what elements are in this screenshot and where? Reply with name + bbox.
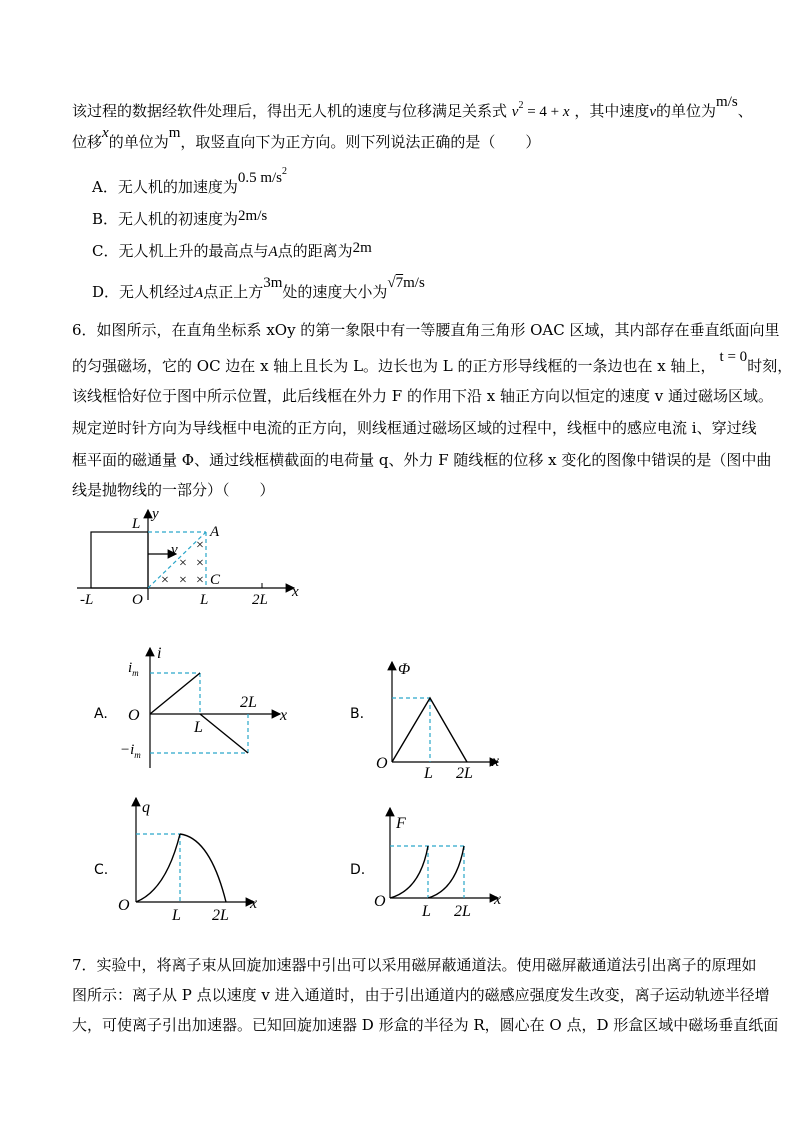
option-text: B．无人机的初速度为 xyxy=(92,210,239,228)
q6-line-4: 规定逆时针方向为导线框中电流的正方向，则线框通过磁场区域的过程中，线框中的感应电流 i、穿过线 xyxy=(72,419,757,437)
option-value: 2m/s xyxy=(238,208,268,224)
label-l: L xyxy=(172,907,181,924)
q7-line-2: 图所示：离子从 P 点以速度 v 进入通道时，由于引出通道内的磁感应强度发生改变，离子运动轨迹半径增 xyxy=(72,986,770,1004)
im-sub: m xyxy=(132,668,139,678)
q5-option-a xyxy=(92,166,288,198)
point-a: A xyxy=(194,285,204,301)
label-f: F xyxy=(396,815,406,832)
option-text: 处的速度大小为 xyxy=(282,283,388,301)
var-x: x xyxy=(102,125,109,141)
q5-option-c xyxy=(92,241,372,262)
label-y: y xyxy=(152,506,159,522)
field-cross: × xyxy=(196,556,204,571)
label-2l: 2L xyxy=(252,592,268,608)
im: i xyxy=(128,660,133,676)
q6-text: 时刻， xyxy=(747,357,793,375)
label-x: x xyxy=(494,891,502,908)
q6-text: 的匀强磁场，它的 OC 边在 x 轴上且长为 L。边长也为 L 的正方形导线框的一条边也在 x 轴上， xyxy=(72,357,716,375)
graph-d xyxy=(374,800,524,940)
q5-option-b xyxy=(92,209,267,230)
q5-line-2 xyxy=(72,125,541,153)
label-o: O xyxy=(118,897,130,914)
field-cross: × xyxy=(179,573,187,588)
option-text: D．无人机经过 xyxy=(92,283,195,301)
q6-line-1: 6．如图所示，在直角坐标系 xOy 的第一象限中有一等腰直角三角形 OAC 区域，其内部存在垂直纸面向里 xyxy=(72,321,780,339)
label-v: v xyxy=(171,542,178,558)
label-q: q xyxy=(142,799,150,816)
option-text: 点正上方 xyxy=(203,283,264,301)
label-x: x xyxy=(250,895,258,912)
label-l: L xyxy=(424,765,433,782)
curve-rise xyxy=(150,673,200,714)
option-value: 0.5 m/s xyxy=(237,170,283,186)
q6-line-6: 线是抛物线的一部分）（ ） xyxy=(72,481,275,499)
option-value: 3m xyxy=(263,275,283,291)
option-text: A．无人机的加速度为 xyxy=(92,178,238,196)
curve-second xyxy=(428,846,464,898)
field-cross: × xyxy=(196,573,204,588)
unit-m: m xyxy=(168,125,181,141)
label-l: L xyxy=(422,903,431,920)
main-figure xyxy=(72,504,332,614)
q7-line-1: 7．实验中，将离子束从回旋加速器中引出可以采用磁屏蔽通道法。使用磁屏蔽通道法引出离子的原理如 xyxy=(72,956,757,974)
t0-label: t = 0 xyxy=(719,349,748,365)
q5-text: 、 xyxy=(737,102,753,120)
neg-im-sub: m xyxy=(134,750,141,760)
label-neg-im xyxy=(120,742,141,760)
label-o: O xyxy=(132,592,143,608)
var-v: v xyxy=(649,104,657,120)
neg-im: −i xyxy=(120,742,135,758)
label-x: x xyxy=(492,753,500,770)
field-cross: × xyxy=(196,538,204,553)
label-x: x xyxy=(280,707,288,724)
label-o: O xyxy=(374,893,386,910)
label-x: x xyxy=(292,584,299,600)
label-l: L xyxy=(194,719,203,736)
q6-line-3: 该线框恰好位于图中所示位置，此后线框在外力 F 的作用下沿 x 轴正方向以恒定的速度 v 通过磁场区域。 xyxy=(72,387,773,405)
q5-text: ，取竖直向下为正方向。则下列说法正确的是（ ） xyxy=(180,133,541,151)
point-a: A xyxy=(268,244,278,260)
label-a: A xyxy=(210,524,220,540)
curve-first xyxy=(390,846,428,898)
q5-text: 的单位为 xyxy=(656,102,717,120)
graph-c-option: C. xyxy=(94,862,109,878)
label-l: L xyxy=(200,592,209,608)
option-exp: 2 xyxy=(282,166,288,177)
label-2l: 2L xyxy=(456,765,473,782)
option-text: 点的距离为 xyxy=(277,242,353,260)
unit-mps: m/s xyxy=(716,94,738,110)
q7-line-3: 大，可使离子引出加速器。已知回旋加速器 D 形盒的半径为 R，圆心在 O 点，D 形盒区域中磁场垂直纸面 xyxy=(72,1016,779,1034)
q6-line-5: 框平面的磁通量 Φ、通过线框横截面的电荷量 q、外力 F 随线框的位移 x 变化的图像中错误的是（图中曲 xyxy=(72,451,772,469)
formula-var-v: v xyxy=(511,104,519,120)
q5-text: 位移 xyxy=(72,133,103,151)
curve-drop xyxy=(200,714,248,753)
label-i: i xyxy=(157,645,162,662)
sqrt-unit: m/s xyxy=(403,275,425,291)
option-value: 2m xyxy=(352,240,372,256)
q5-text: 的单位为 xyxy=(108,133,169,151)
wire-frame xyxy=(91,532,148,588)
graph-d-option: D. xyxy=(350,862,366,878)
formula-var-x: x xyxy=(562,104,570,120)
label-l-top: L xyxy=(132,516,141,532)
label-2l: 2L xyxy=(240,694,257,711)
graph-b-option: B. xyxy=(350,706,365,722)
curve-fall xyxy=(180,834,226,902)
curve-rise xyxy=(136,834,180,902)
q6-line-2 xyxy=(72,349,793,377)
graph-a xyxy=(120,640,320,780)
label-o: O xyxy=(128,707,140,724)
label-2l: 2L xyxy=(454,903,471,920)
formula-exp: 2 xyxy=(518,100,524,111)
q5-text: 该过程的数据经软件处理后，得出无人机的速度与位移满足关系式 xyxy=(72,102,508,120)
field-cross: × xyxy=(161,573,169,588)
field-cross: × xyxy=(179,556,187,571)
sqrt-radicand: 7 xyxy=(395,275,404,291)
label-phi: Φ xyxy=(398,661,411,678)
label-c: C xyxy=(210,572,221,588)
q5-line-1 xyxy=(72,96,753,122)
q5-text: ，其中速度 xyxy=(574,102,650,120)
label-2l: 2L xyxy=(212,907,229,924)
formula-rest: = 4 + xyxy=(523,104,563,120)
graph-b xyxy=(370,650,520,790)
label-o: O xyxy=(376,755,388,772)
graph-a-option: A. xyxy=(94,706,108,722)
sqrt-expression: √7m/s xyxy=(387,275,425,291)
label-im xyxy=(128,660,139,678)
q5-option-d xyxy=(92,275,425,303)
graph-c xyxy=(114,790,274,940)
label-neg-l: -L xyxy=(80,592,94,608)
option-text: C．无人机上升的最高点与 xyxy=(92,242,269,260)
